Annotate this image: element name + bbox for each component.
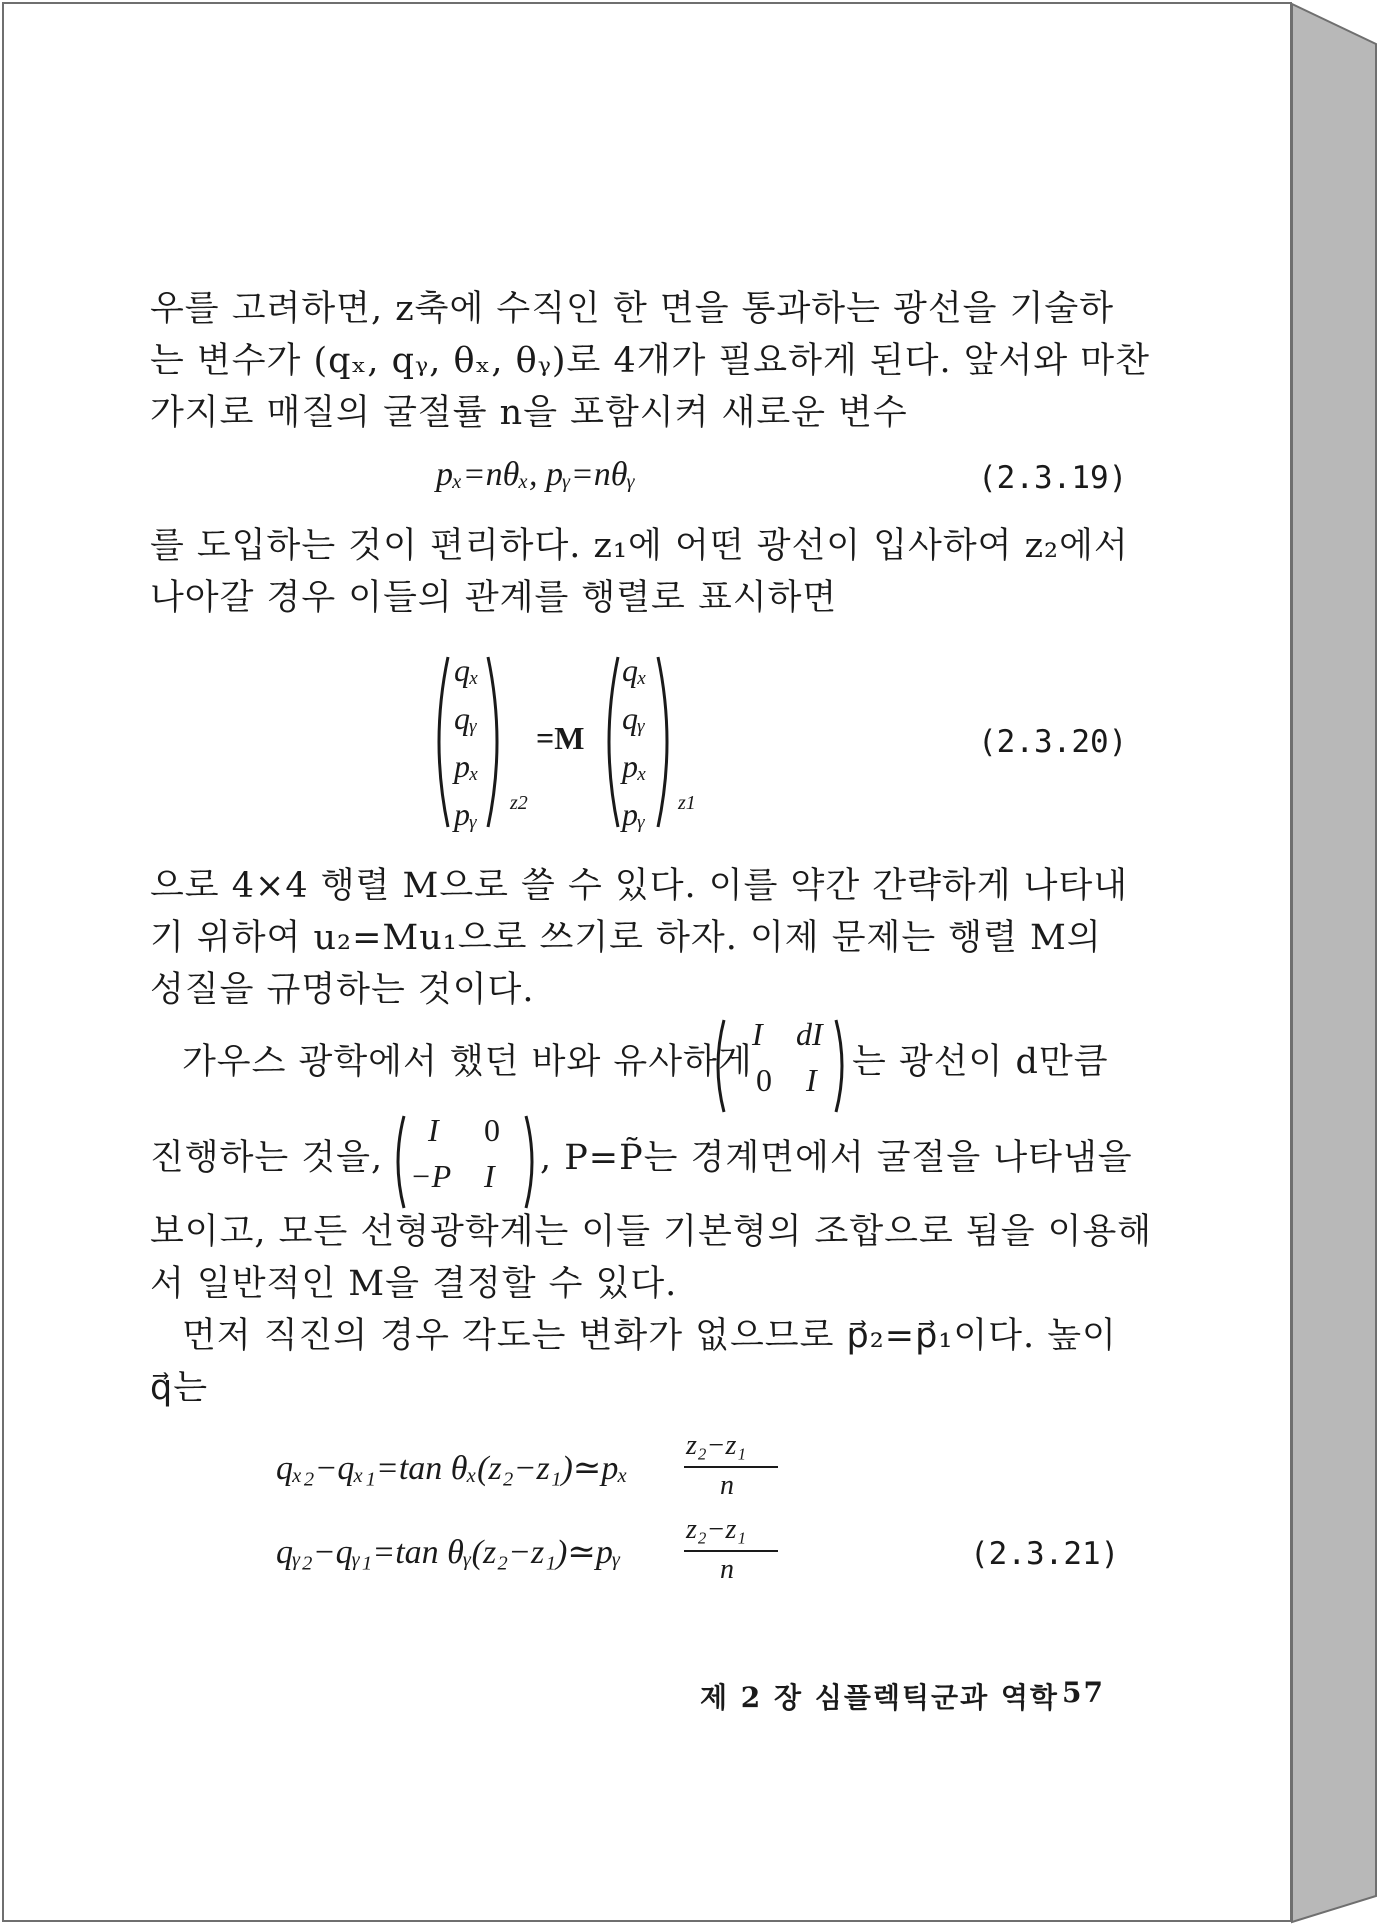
eq-2-3-21-fraction-denominator: n bbox=[720, 1554, 734, 1585]
eq-2-3-19: pₓ=nθₓ, pᵧ=nθᵧ bbox=[436, 456, 636, 493]
para4-line3: 보이고, 모든 선형광학계는 이들 기본형의 조합으로 됨을 이용해 bbox=[150, 1212, 1153, 1252]
left-vector-subscript: z2 bbox=[510, 792, 528, 814]
matrix-M-operator: =M bbox=[536, 720, 585, 756]
left-vector-entry: qᵧ bbox=[454, 700, 478, 736]
eq-2-3-21-fraction-denominator: n bbox=[720, 1470, 734, 1501]
para5-line1: 먼저 직진의 경우 각도는 변화가 없으므로 p⃗₂=p⃗₁이다. 높이 bbox=[182, 1316, 1117, 1356]
right-vector-subscript: z1 bbox=[678, 792, 696, 814]
para3-line1: 으로 4×4 행렬 M으로 쓸 수 있다. 이를 약간 간략하게 나타내 bbox=[150, 866, 1129, 906]
para1-line2: 는 변수가 (qₓ, qᵧ, θₓ, θᵧ)로 4개가 필요하게 된다. 앞서와 마찬 bbox=[150, 341, 1150, 381]
left-vector-entry: pₓ bbox=[454, 748, 480, 784]
eq-number-2-3-20: (2.3.20) bbox=[978, 724, 1128, 760]
eq-2-3-21-fraction-bar bbox=[684, 1466, 778, 1468]
matrix2-entry: I bbox=[428, 1112, 439, 1148]
page-number: 57 bbox=[1062, 1676, 1105, 1709]
para4-line1-after: 는 광선이 d만큼 bbox=[852, 1042, 1109, 1082]
matrix1-entry: dI bbox=[796, 1016, 823, 1052]
para4-line2-after: , P=P̃는 경계면에서 굴절을 나타냄을 bbox=[540, 1138, 1133, 1178]
matrix1-entry: I bbox=[806, 1062, 817, 1098]
running-footer-chapter: 제 2 장 심플렉틱군과 역학 bbox=[700, 1681, 1059, 1714]
matrix1-entry: I bbox=[752, 1016, 763, 1052]
matrix1-parens bbox=[710, 1016, 850, 1116]
matrix2-entry: I bbox=[484, 1158, 495, 1194]
left-vector-entry: pᵧ bbox=[454, 796, 478, 832]
eq-number-2-3-19: (2.3.19) bbox=[978, 460, 1128, 496]
eq-2-3-21-line2: qᵧ₂−qᵧ₁=tan θᵧ(z₂−z₁)≃pᵧ bbox=[276, 1534, 621, 1571]
para2-line1: 를 도입하는 것이 편리하다. z₁에 어떤 광선이 입사하여 z₂에서 bbox=[150, 526, 1129, 566]
eq-2-3-21-line1: qₓ₂−qₓ₁=tan θₓ(z₂−z₁)≃pₓ bbox=[276, 1450, 629, 1487]
para3-line2: 기 위하여 u₂=Mu₁으로 쓰기로 하자. 이제 문제는 행렬 M의 bbox=[150, 918, 1102, 958]
eq-2-3-21-fraction-numerator: z₂−z₁ bbox=[686, 1430, 747, 1461]
para4-line4: 서 일반적인 M을 결정할 수 있다. bbox=[150, 1264, 678, 1304]
right-vector-entry: qᵧ bbox=[622, 700, 646, 736]
left-vector-entry: qₓ bbox=[454, 652, 480, 688]
para4-line1-before: 가우스 광학에서 했던 바와 유사하게 bbox=[182, 1042, 753, 1082]
eq-2-3-21-fraction-bar bbox=[684, 1550, 778, 1552]
para1-line3: 가지로 매질의 굴절률 n을 포함시켜 새로운 변수 bbox=[150, 393, 908, 433]
right-vector-entry: pₓ bbox=[622, 748, 648, 784]
para1-line1: 우를 고려하면, z축에 수직인 한 면을 통과하는 광선을 기술하 bbox=[150, 289, 1115, 329]
matrix2-entry: −P bbox=[410, 1158, 452, 1194]
right-vector-entry: qₓ bbox=[622, 652, 648, 688]
para4-line2-before: 진행하는 것을, bbox=[150, 1138, 384, 1178]
matrix2-entry: 0 bbox=[484, 1112, 500, 1148]
para2-line2: 나아갈 경우 이들의 관계를 행렬로 표시하면 bbox=[150, 578, 838, 618]
right-vector-entry: pᵧ bbox=[622, 796, 646, 832]
para3-line3: 성질을 규명하는 것이다. bbox=[150, 970, 535, 1010]
eq-number-2-3-21: (2.3.21) bbox=[970, 1536, 1120, 1572]
eq-2-3-21-fraction-numerator: z₂−z₁ bbox=[686, 1514, 747, 1545]
matrix1-entry: 0 bbox=[756, 1062, 772, 1098]
para5-line2: q⃗는 bbox=[150, 1368, 209, 1408]
